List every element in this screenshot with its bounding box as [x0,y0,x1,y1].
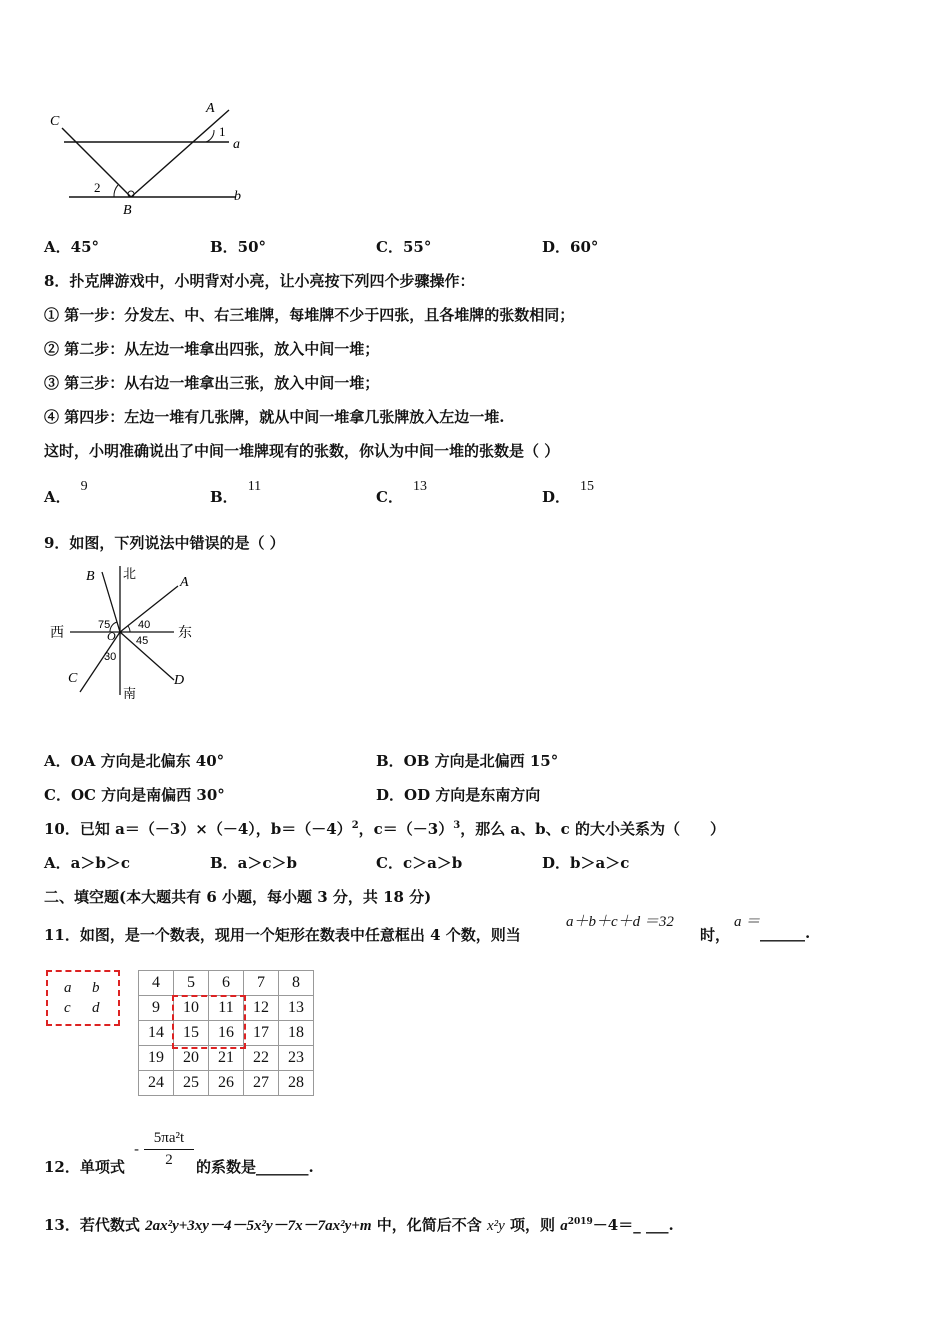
q12-suffix: 的系数是_______. [196,1158,314,1176]
table-cell: 8 [279,971,314,996]
q12-sign: - [134,1140,140,1158]
table-cell: 15 [174,1021,209,1046]
table-cell: 19 [139,1046,174,1071]
q11-var: a ＝ [734,914,761,930]
label-south: 南 [123,687,137,702]
table-cell: 4 [139,971,174,996]
q8-stem: 8．扑克牌游戏中，小明背对小亮，让小亮按下列四个步骤操作： [44,272,475,290]
table-cell: 22 [244,1046,279,1071]
label-A: A [180,575,189,590]
q9-option-a: A．OA 方向是北偏东 40° [44,752,225,770]
q12-numerator: 5πa²t [144,1130,194,1150]
label-b: b [234,189,241,204]
table-cell: 18 [279,1021,314,1046]
q10-stem: 10．已知 a＝（－3）×（－4），$b=(-4)^2$，$c=(-3)^3$，那么 a、b、c 的大小关系为（ ） [44,820,725,838]
q7-figure [44,100,254,220]
table-cell: 27 [244,1071,279,1096]
table-cell: 7 [244,971,279,996]
label-D: D [174,673,185,688]
label-1: 1 [219,124,226,139]
q8-question: 这时，小明准确说出了中间一堆牌现有的张数，你认为中间一堆的张数是（ ） [44,442,560,460]
q9-option-c: C．OC 方向是南偏西 30° [44,786,225,804]
table-cell: 13 [279,996,314,1021]
q9-option-d: D．OD 方向是东南方向 [376,786,541,804]
label-2: 2 [94,180,101,195]
q12-prefix: 12．单项式 [44,1158,125,1176]
table-cell: 14 [139,1021,174,1046]
q8-option-a: A．9 [44,479,88,506]
label-east: 东 [178,625,192,641]
table-cell: 6 [209,971,244,996]
q8-option-d: D．15 [542,479,595,506]
table-cell: 20 [174,1046,209,1071]
q12-fraction [144,1130,194,1169]
q7-option-c: C．55° [376,238,432,256]
table-cell: 11 [209,996,244,1021]
table-cell: 25 [174,1071,209,1096]
table-cell: 21 [209,1046,244,1071]
q11-legend-box [46,970,120,1026]
legend-a: a [64,980,72,996]
table-cell: 16 [209,1021,244,1046]
q10-option-c: C．c＞a＞b [376,854,463,872]
q9-compass-figure [44,560,214,705]
angle-75: 75 [98,619,111,631]
label-B: B [123,203,132,218]
table-cell: 26 [209,1071,244,1096]
q11-selection-rectangle [172,995,246,1049]
q8-option-b: B．11 [210,479,262,506]
table-cell: 17 [244,1021,279,1046]
legend-d: d [92,1000,100,1016]
table-cell: 28 [279,1071,314,1096]
section-2-heading: 二、填空题(本大题共有 6 小题，每小题 3 分，共 18 分) [44,888,432,906]
q11-formula: a＋b＋c＋d ＝32 [566,914,674,930]
table-cell: 9 [139,996,174,1021]
label-B: B [86,569,95,584]
q12-blank[interactable]: _______. [256,1158,314,1176]
table-cell: 10 [174,996,209,1021]
label-a: a [233,137,240,152]
q7-option-a: A．45° [44,238,100,256]
q8-step-2: ② 第二步：从左边一堆拿出四张，放入中间一堆； [44,340,380,358]
q13-stem: 13．若代数式 2ax²y+3xy－4－5x²y－7x－7ax²y+m 中，化简后不含 x²y 项，则 $a^{2019}-4=\_$ ___. [44,1216,674,1234]
q11-mid: 时， [700,926,731,944]
q7-option-b: B．50° [210,238,267,256]
q11-number-table [138,970,314,1096]
legend-c: c [64,1000,71,1016]
q8-step-3: ③ 第三步：从右边一堆拿出三张，放入中间一堆； [44,374,380,392]
table-cell: 24 [139,1071,174,1096]
label-A: A [206,101,215,116]
q9-option-b: B．OB 方向是北偏西 15° [376,752,559,770]
label-west: 西 [50,625,64,641]
table-cell: 12 [244,996,279,1021]
label-O: O [107,629,116,643]
q11-blank[interactable]: ______. [760,924,811,942]
q8-step-4: ④ 第四步：左边一堆有几张牌，就从中间一堆拿几张牌放入左边一堆. [44,408,505,426]
q10-option-d: D．b＞a＞c [542,854,630,872]
legend-b: b [92,980,100,996]
label-C: C [50,114,60,129]
label-north: 北 [123,567,137,582]
table-cell: 23 [279,1046,314,1071]
q10-option-b: B．a＞c＞b [210,854,298,872]
table-cell: 5 [174,971,209,996]
q9-stem: 9．如图，下列说法中错误的是（ ） [44,534,285,552]
q10-option-a: A．a＞b＞c [44,854,130,872]
q13-blank[interactable]: _ ___. [633,1216,674,1234]
q12-denominator: 2 [165,1152,173,1168]
label-C: C [68,671,78,686]
angle-45: 45 [136,635,149,647]
q11-stem: 11．如图，是一个数表，现用一个矩形在数表中任意框出 4 个数，则当 [44,926,521,944]
q8-step-1: ① 第一步：分发左、中、右三堆牌，每堆牌不少于四张，且各堆牌的张数相同； [44,306,575,324]
angle-40: 40 [138,619,151,631]
q8-option-c: C．13 [376,479,427,506]
angle-30: 30 [104,651,117,663]
q7-option-d: D．60° [542,238,599,256]
